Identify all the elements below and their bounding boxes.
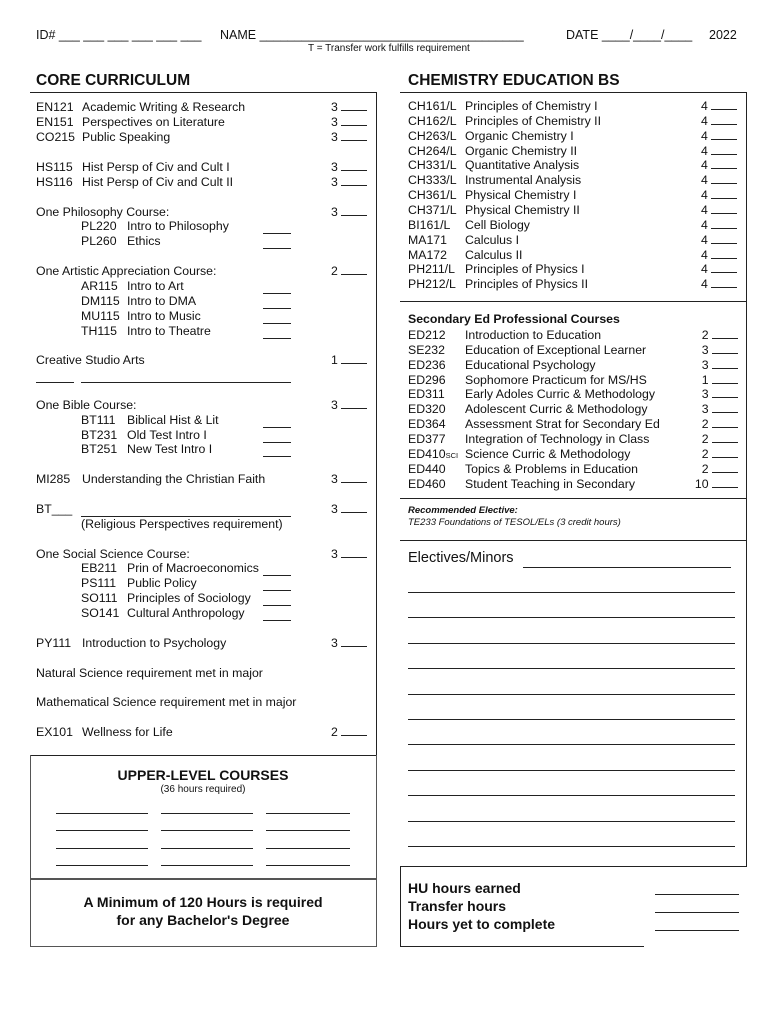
- elective-blank-line[interactable]: [408, 694, 735, 695]
- secondary-course-row: ED320 Adolescent Curric & Methodology: [408, 402, 648, 417]
- chem-course-row: CH371/L Physical Chemistry II: [408, 202, 580, 217]
- secondary-course-row: ED410SCI Science Curric & Methodology: [408, 446, 631, 461]
- hours-blank[interactable]: [711, 203, 737, 214]
- upper-blank[interactable]: [266, 830, 350, 831]
- hours-blank[interactable]: [711, 248, 737, 259]
- upper-blank[interactable]: [161, 865, 253, 866]
- option-blank[interactable]: [263, 238, 291, 249]
- option-row: MU115 Intro to Music: [81, 309, 201, 323]
- hours-blank[interactable]: [711, 262, 737, 273]
- social-label: One Social Science Course:: [36, 547, 190, 561]
- option-blank[interactable]: [263, 610, 291, 621]
- elective-blank-line[interactable]: [408, 795, 735, 796]
- hours-blank[interactable]: [341, 130, 367, 141]
- hu-hours-label: HU hours earned: [408, 880, 521, 896]
- elective-blank-line[interactable]: [408, 846, 735, 847]
- hours-blank[interactable]: [712, 432, 738, 443]
- name-field[interactable]: NAME ______________________________________: [220, 28, 524, 42]
- chem-course-row: MA172 Calculus II: [408, 247, 523, 262]
- chem-course-row: CH161/L Principles of Chemistry I: [408, 99, 598, 113]
- hours-blank[interactable]: [341, 353, 367, 364]
- bt-name-blank[interactable]: [81, 506, 291, 517]
- electives-title: Electives/Minors: [408, 550, 514, 566]
- hours-blank[interactable]: [712, 358, 738, 369]
- hours-blank[interactable]: [341, 636, 367, 647]
- chem-course-row: BI161/L Cell Biology: [408, 217, 530, 232]
- date-field[interactable]: DATE ____/____/____: [566, 28, 693, 42]
- hours-blank[interactable]: [341, 502, 367, 513]
- option-row: BT111 Biblical Hist & Lit: [81, 413, 219, 427]
- chem-course-row: PH211/L Principles of Physics I: [408, 262, 585, 277]
- secondary-course-row: ED377 Integration of Technology in Class: [408, 431, 650, 446]
- studio-label: Creative Studio Arts: [36, 353, 145, 367]
- chemistry-title: CHEMISTRY EDUCATION BS: [408, 72, 620, 89]
- elective-blank-line[interactable]: [408, 770, 735, 771]
- hours-blank[interactable]: [341, 264, 367, 275]
- secondary-course-row: ED212 Introduction to Education: [408, 328, 602, 342]
- hours-blank[interactable]: [341, 547, 367, 558]
- bt-note: (Religious Perspectives requirement): [81, 517, 283, 531]
- course-row: EN121 Academic Writing & Research: [36, 100, 246, 114]
- hours-blank[interactable]: [712, 477, 738, 488]
- hours-blank[interactable]: [711, 277, 737, 288]
- core-curriculum-title: CORE CURRICULUM: [36, 72, 191, 89]
- hours-blank[interactable]: [711, 173, 737, 184]
- upper-blank[interactable]: [56, 813, 148, 814]
- minimum-line-1: A Minimum of 120 Hours is required: [83, 894, 323, 910]
- secondary-course-row: ED296 Sophomore Practicum for MS/HS: [408, 372, 647, 387]
- option-row: SO141 Cultural Anthropology: [81, 606, 245, 620]
- transfer-hours-label: Transfer hours: [408, 898, 507, 914]
- hours-blank[interactable]: [711, 99, 737, 110]
- course-row: PY111 Introduction to Psychology: [36, 636, 227, 650]
- math-science-note: Mathematical Science requirement met in major: [36, 695, 297, 709]
- option-blank[interactable]: [263, 283, 291, 294]
- chem-course-row: CH331/L Quantitative Analysis: [408, 158, 580, 173]
- upper-blank[interactable]: [161, 830, 253, 831]
- chem-course-row: CH264/L Organic Chemistry II: [408, 143, 578, 158]
- option-row: BT251 New Test Intro I: [81, 442, 213, 456]
- course-row: CO215 Public Speaking: [36, 130, 171, 144]
- hours-blank[interactable]: [711, 129, 737, 140]
- hours-blank[interactable]: [712, 328, 738, 339]
- hu-hours-blank[interactable]: [655, 894, 739, 895]
- option-row: AR115 Intro to Art: [81, 279, 184, 293]
- hours-blank[interactable]: [341, 725, 367, 736]
- course-row: EN151 Perspectives on Literature: [36, 115, 225, 129]
- secondary-course-row: ED311 Early Adoles Curric & Methodology: [408, 387, 656, 402]
- upper-blank[interactable]: [56, 848, 148, 849]
- option-blank[interactable]: [263, 432, 291, 443]
- option-blank[interactable]: [263, 446, 291, 457]
- recommended-elective-title: Recommended Elective:: [408, 505, 518, 516]
- secondary-course-row: SE232 Education of Exceptional Learner: [408, 342, 647, 357]
- secondary-course-row: ED440 Topics & Problems in Education: [408, 461, 638, 476]
- hours-blank[interactable]: [341, 472, 367, 483]
- option-blank[interactable]: [263, 328, 291, 339]
- philosophy-label: One Philosophy Course:: [36, 205, 170, 219]
- hours-blank[interactable]: [341, 160, 367, 171]
- hours-blank[interactable]: [712, 343, 738, 354]
- option-blank[interactable]: [263, 595, 291, 606]
- hours-blank[interactable]: [711, 114, 737, 125]
- bt-code[interactable]: BT___: [36, 502, 73, 516]
- upper-level-subtitle: (36 hours required): [160, 784, 246, 795]
- option-row: DM115 Intro to DMA: [81, 294, 197, 308]
- option-blank[interactable]: [263, 417, 291, 428]
- option-row: PS111 Public Policy: [81, 576, 197, 590]
- chem-course-row: CH361/L Physical Chemistry I: [408, 188, 577, 203]
- secondary-course-row: ED236 Educational Psychology: [408, 357, 596, 372]
- course-row: EX101 Wellness for Life: [36, 725, 173, 739]
- hours-blank[interactable]: [341, 398, 367, 409]
- year: 2022: [709, 28, 737, 42]
- artistic-label: One Artistic Appreciation Course:: [36, 264, 217, 278]
- upper-blank[interactable]: [266, 848, 350, 849]
- elective-blank-line[interactable]: [408, 719, 735, 720]
- secondary-course-row: ED364 Assessment Strat for Secondary Ed: [408, 417, 660, 432]
- option-blank[interactable]: [263, 580, 291, 591]
- hours-blank[interactable]: [711, 144, 737, 155]
- hours-blank[interactable]: [711, 233, 737, 244]
- recommended-elective-text: TE233 Foundations of TESOL/ELs (3 credit hours): [408, 517, 621, 528]
- bible-label: One Bible Course:: [36, 398, 137, 412]
- option-blank[interactable]: [263, 313, 291, 324]
- studio-name-blank[interactable]: [81, 372, 291, 383]
- upper-blank[interactable]: [161, 848, 253, 849]
- hours-blank[interactable]: [711, 158, 737, 169]
- transfer-note: T = Transfer work fulfills requirement: [308, 43, 470, 54]
- transfer-hours-blank[interactable]: [655, 912, 739, 913]
- elective-blank-line[interactable]: [408, 592, 735, 593]
- course-row: MI285 Understanding the Christian Faith: [36, 472, 266, 486]
- elective-blank-line[interactable]: [408, 668, 735, 669]
- option-row: PL260 Ethics: [81, 234, 161, 248]
- hours-blank[interactable]: [712, 417, 738, 428]
- natural-science-note: Natural Science requirement met in major: [36, 666, 263, 680]
- chem-course-row: CH263/L Organic Chemistry I: [408, 128, 574, 143]
- course-row: HS116 Hist Persp of Civ and Cult II: [36, 175, 234, 189]
- option-blank[interactable]: [263, 223, 291, 234]
- secondary-course-row: ED460 Student Teaching in Secondary: [408, 476, 636, 491]
- chem-course-row: PH212/L Principles of Physics II: [408, 277, 589, 292]
- upper-blank[interactable]: [266, 865, 350, 866]
- hours-blank[interactable]: [341, 205, 367, 216]
- hours-blank[interactable]: [341, 115, 367, 126]
- chem-course-row: MA171 Calculus I: [408, 232, 519, 247]
- option-row: EB211 Prin of Macroeconomics: [81, 561, 259, 575]
- option-row: SO111 Principles of Sociology: [81, 591, 251, 605]
- hours-blank[interactable]: [712, 462, 738, 473]
- chem-course-row: CH333/L Instrumental Analysis: [408, 173, 582, 188]
- course-row: HS115 Hist Persp of Civ and Cult I: [36, 160, 230, 174]
- hours-blank[interactable]: [711, 188, 737, 199]
- minimum-line-2: for any Bachelor's Degree: [116, 912, 290, 928]
- hours-blank[interactable]: [712, 387, 738, 398]
- elective-blank-line[interactable]: [408, 643, 735, 644]
- hours-blank[interactable]: [341, 100, 367, 111]
- elective-blank-line[interactable]: [408, 617, 735, 618]
- upper-blank[interactable]: [161, 813, 253, 814]
- upper-blank[interactable]: [266, 813, 350, 814]
- option-blank[interactable]: [263, 565, 291, 576]
- hours-blank[interactable]: [712, 373, 738, 384]
- upper-level-title: UPPER-LEVEL COURSES: [117, 767, 289, 783]
- elective-blank-line[interactable]: [408, 821, 735, 822]
- studio-code-blank[interactable]: [36, 372, 74, 383]
- secondary-ed-title: Secondary Ed Professional Courses: [408, 312, 620, 326]
- option-row: TH115 Intro to Theatre: [81, 324, 211, 338]
- upper-blank[interactable]: [56, 865, 148, 866]
- option-row: PL220 Intro to Philosophy: [81, 219, 229, 233]
- option-row: BT231 Old Test Intro I: [81, 428, 207, 442]
- electives-title-blank[interactable]: [523, 567, 731, 568]
- id-field[interactable]: ID# ___ ___ ___ ___ ___ ___: [36, 28, 202, 42]
- hours-blank[interactable]: [712, 402, 738, 413]
- chem-course-row: CH162/L Principles of Chemistry II: [408, 113, 601, 128]
- hours-blank[interactable]: [341, 175, 367, 186]
- elective-blank-line[interactable]: [408, 744, 735, 745]
- hours-remaining-label: Hours yet to complete: [408, 916, 556, 932]
- hours-blank[interactable]: [711, 218, 737, 229]
- upper-blank[interactable]: [56, 830, 148, 831]
- hours-remaining-blank[interactable]: [655, 930, 739, 931]
- option-blank[interactable]: [263, 298, 291, 309]
- hours-blank[interactable]: [712, 447, 738, 458]
